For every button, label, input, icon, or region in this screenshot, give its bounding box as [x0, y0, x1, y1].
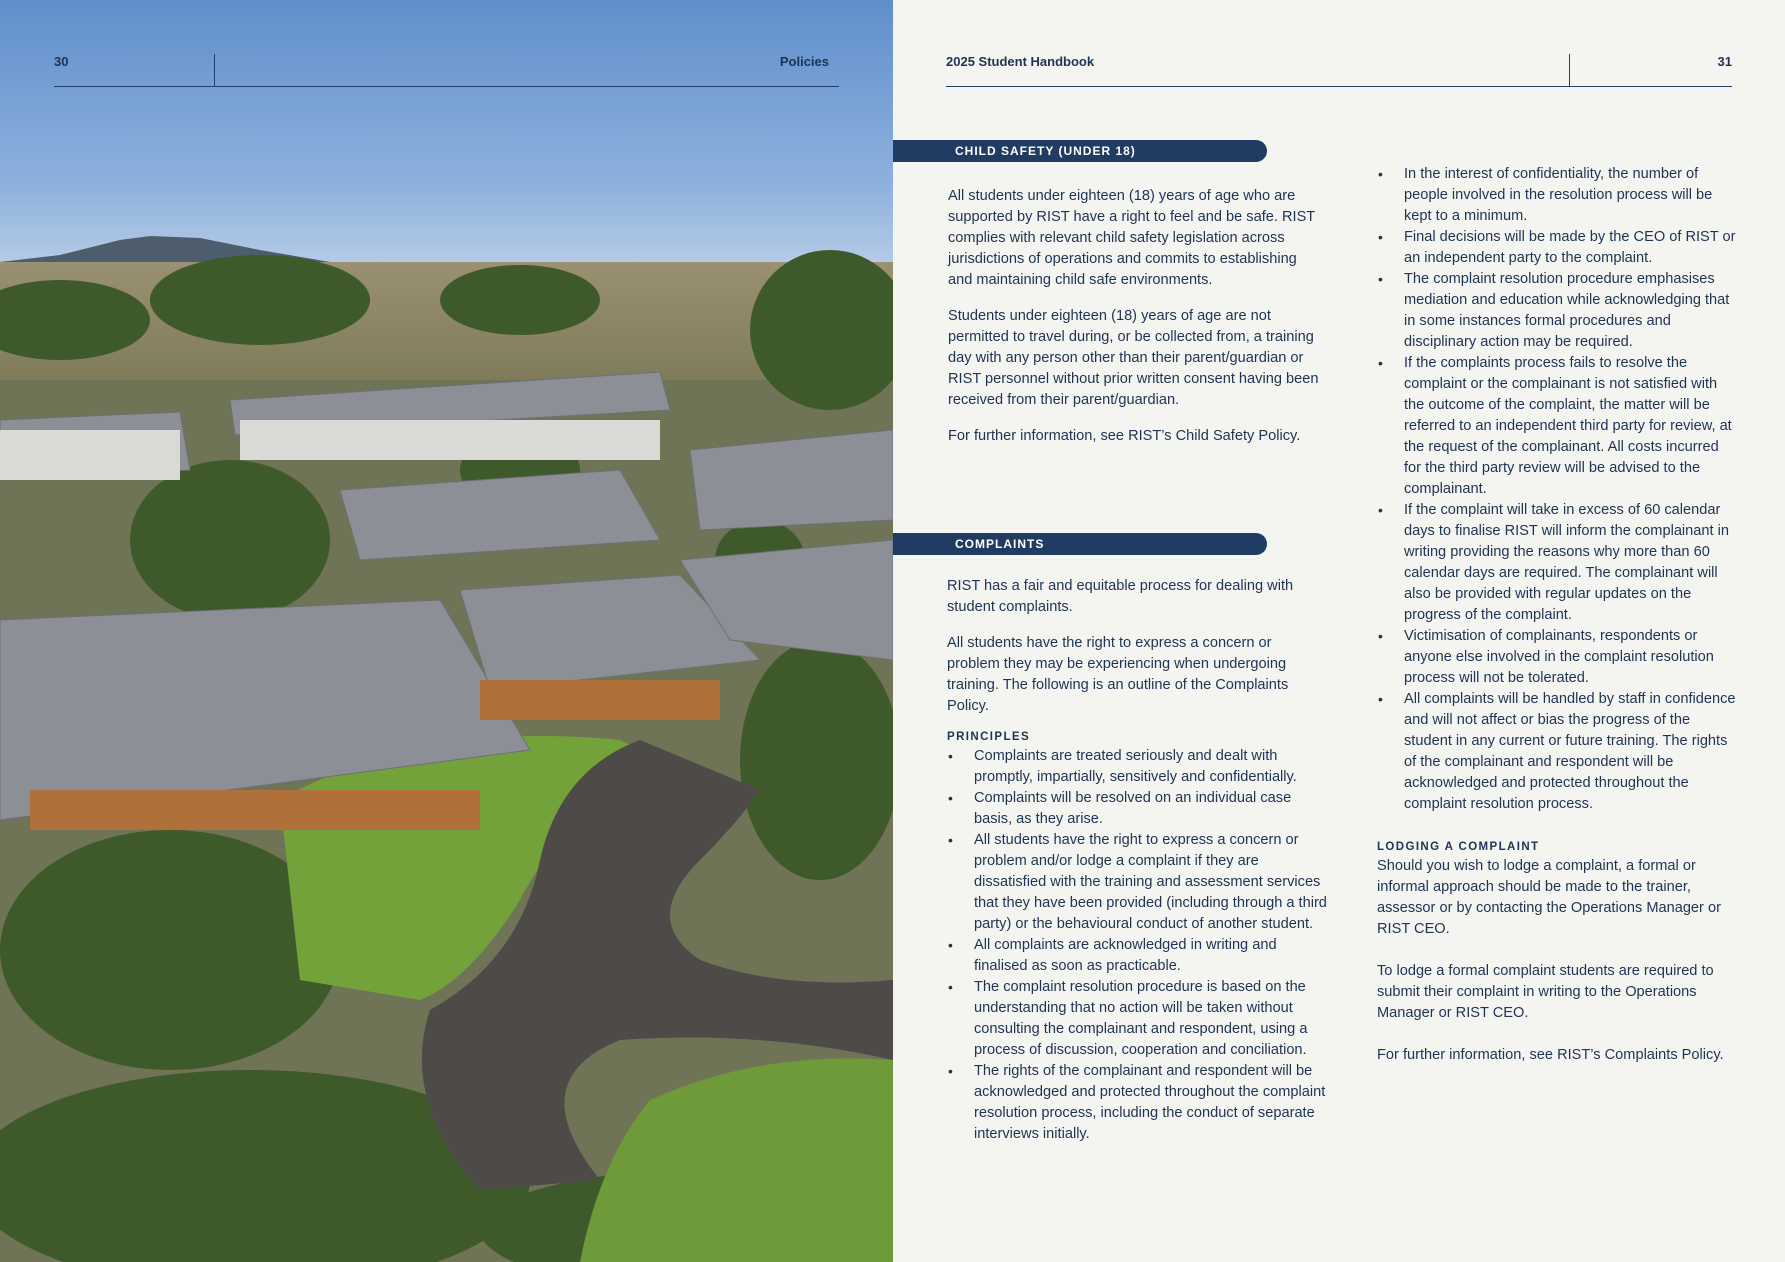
- page-number-left: 30: [54, 54, 69, 69]
- paragraph: Students under eighteen (18) years of age are not permitted to travel during, or be collected from, a training day with any person other than their parent/guardian or RIST personnel without prior written consent having been received from their parent/guardian.: [948, 308, 1319, 408]
- list-item: • The rights of the complainant and respondent will be acknowledged and protected throughout the complaint resolution process, including the conduct of separate interviews initially.: [947, 1061, 1327, 1145]
- principles-continued-section: [1377, 164, 1739, 1081]
- list-item: • The complaint resolution procedure emphasises mediation and education while acknowledging that in some instances formal procedures and disciplinary action may be required.: [1377, 269, 1739, 353]
- list-item: • If the complaints process fails to resolve the complaint or the complainant is not satisfied with the outcome of the complaint, the matter will be referred to an independent third party for review, at the request of the complainant. All costs incurred for the third party review will be advised to the complainant.: [1377, 353, 1739, 500]
- principles-list: [947, 746, 1327, 1145]
- right-page: [893, 0, 1785, 1262]
- list-item: • Final decisions will be made by the CEO of RIST or an independent party to the complaint.: [1377, 227, 1739, 269]
- child-safety-section: [948, 186, 1323, 462]
- right-page-header: [946, 54, 1732, 87]
- paragraph: All students have the right to express a concern or problem they may be experiencing when undergoing training. The following is an outline of the Complaints Policy.: [947, 635, 1289, 714]
- complaints-section: [947, 576, 1327, 1145]
- paragraph: To lodge a formal complaint students are required to submit their complaint in writing to the Operations Manager or RIST CEO.: [1377, 963, 1714, 1021]
- paragraph: All students under eighteen (18) years of age who are supported by RIST have a right to feel and be safe. RIST complies with relevant child safety legislation across jurisdictions of operations and commits to establishing and maintaining child safe environments.: [948, 188, 1315, 288]
- list-item: • All students have the right to express a concern or problem and/or lodge a complaint if they are dissatisfied with the training and assessment services that they have been provided (including through a third party) or the behavioural conduct of another student.: [947, 830, 1327, 935]
- list-item: • The complaint resolution procedure is based on the understanding that no action will be taken without consulting the complainant and respondent, using a process of discussion, cooperation and conciliation.: [947, 977, 1327, 1061]
- header-divider: [214, 54, 215, 87]
- section-title: Policies: [779, 54, 829, 69]
- list-item: • All complaints will be handled by staff in confidence and will not affect or bias the progress of the student in any current or future training. The rights of the complainant and respondent will be acknowledged and protected throughout the complaint resolution process.: [1377, 689, 1739, 815]
- complaints-heading: COMPLAINTS: [893, 533, 1267, 555]
- child-safety-heading: CHILD SAFETY (UNDER 18): [893, 140, 1267, 162]
- paragraph: Should you wish to lodge a complaint, a formal or informal approach should be made to the trainer, assessor or by contacting the Operations Manager or RIST CEO.: [1377, 858, 1721, 937]
- principles-list-continued: [1377, 164, 1739, 815]
- paragraph: For further information, see RIST’s Child Safety Policy.: [948, 428, 1301, 444]
- page-number-right: 31: [1717, 54, 1732, 69]
- left-page-header: [54, 54, 839, 87]
- paragraph: For further information, see RIST’s Complaints Policy.: [1377, 1047, 1724, 1063]
- list-item: • Victimisation of complainants, respondents or anyone else involved in the complaint resolution process will not be tolerated.: [1377, 626, 1739, 689]
- handbook-title: 2025 Student Handbook: [946, 54, 1095, 69]
- header-divider: [1569, 54, 1570, 87]
- list-item: • All complaints are acknowledged in writing and finalised as soon as practicable.: [947, 935, 1327, 977]
- list-item: • If the complaint will take in excess of 60 calendar days to finalise RIST will inform the complainant in writing providing the reasons why more than 60 calendar days are required. The complainant will also be provided with regular updates on the progress of the complaint.: [1377, 500, 1739, 626]
- lodging-complaint-heading: LODGING A COMPLAINT: [1377, 841, 1540, 853]
- list-item: • Complaints are treated seriously and dealt with promptly, impartially, sensitively and confidentially.: [947, 746, 1327, 788]
- list-item: • In the interest of confidentiality, the number of people involved in the resolution process will be kept to a minimum.: [1377, 164, 1739, 227]
- principles-heading: PRINCIPLES: [947, 731, 1031, 743]
- paragraph: RIST has a fair and equitable process for dealing with student complaints.: [947, 578, 1294, 615]
- list-item: • Complaints will be resolved on an individual case basis, as they arise.: [947, 788, 1327, 830]
